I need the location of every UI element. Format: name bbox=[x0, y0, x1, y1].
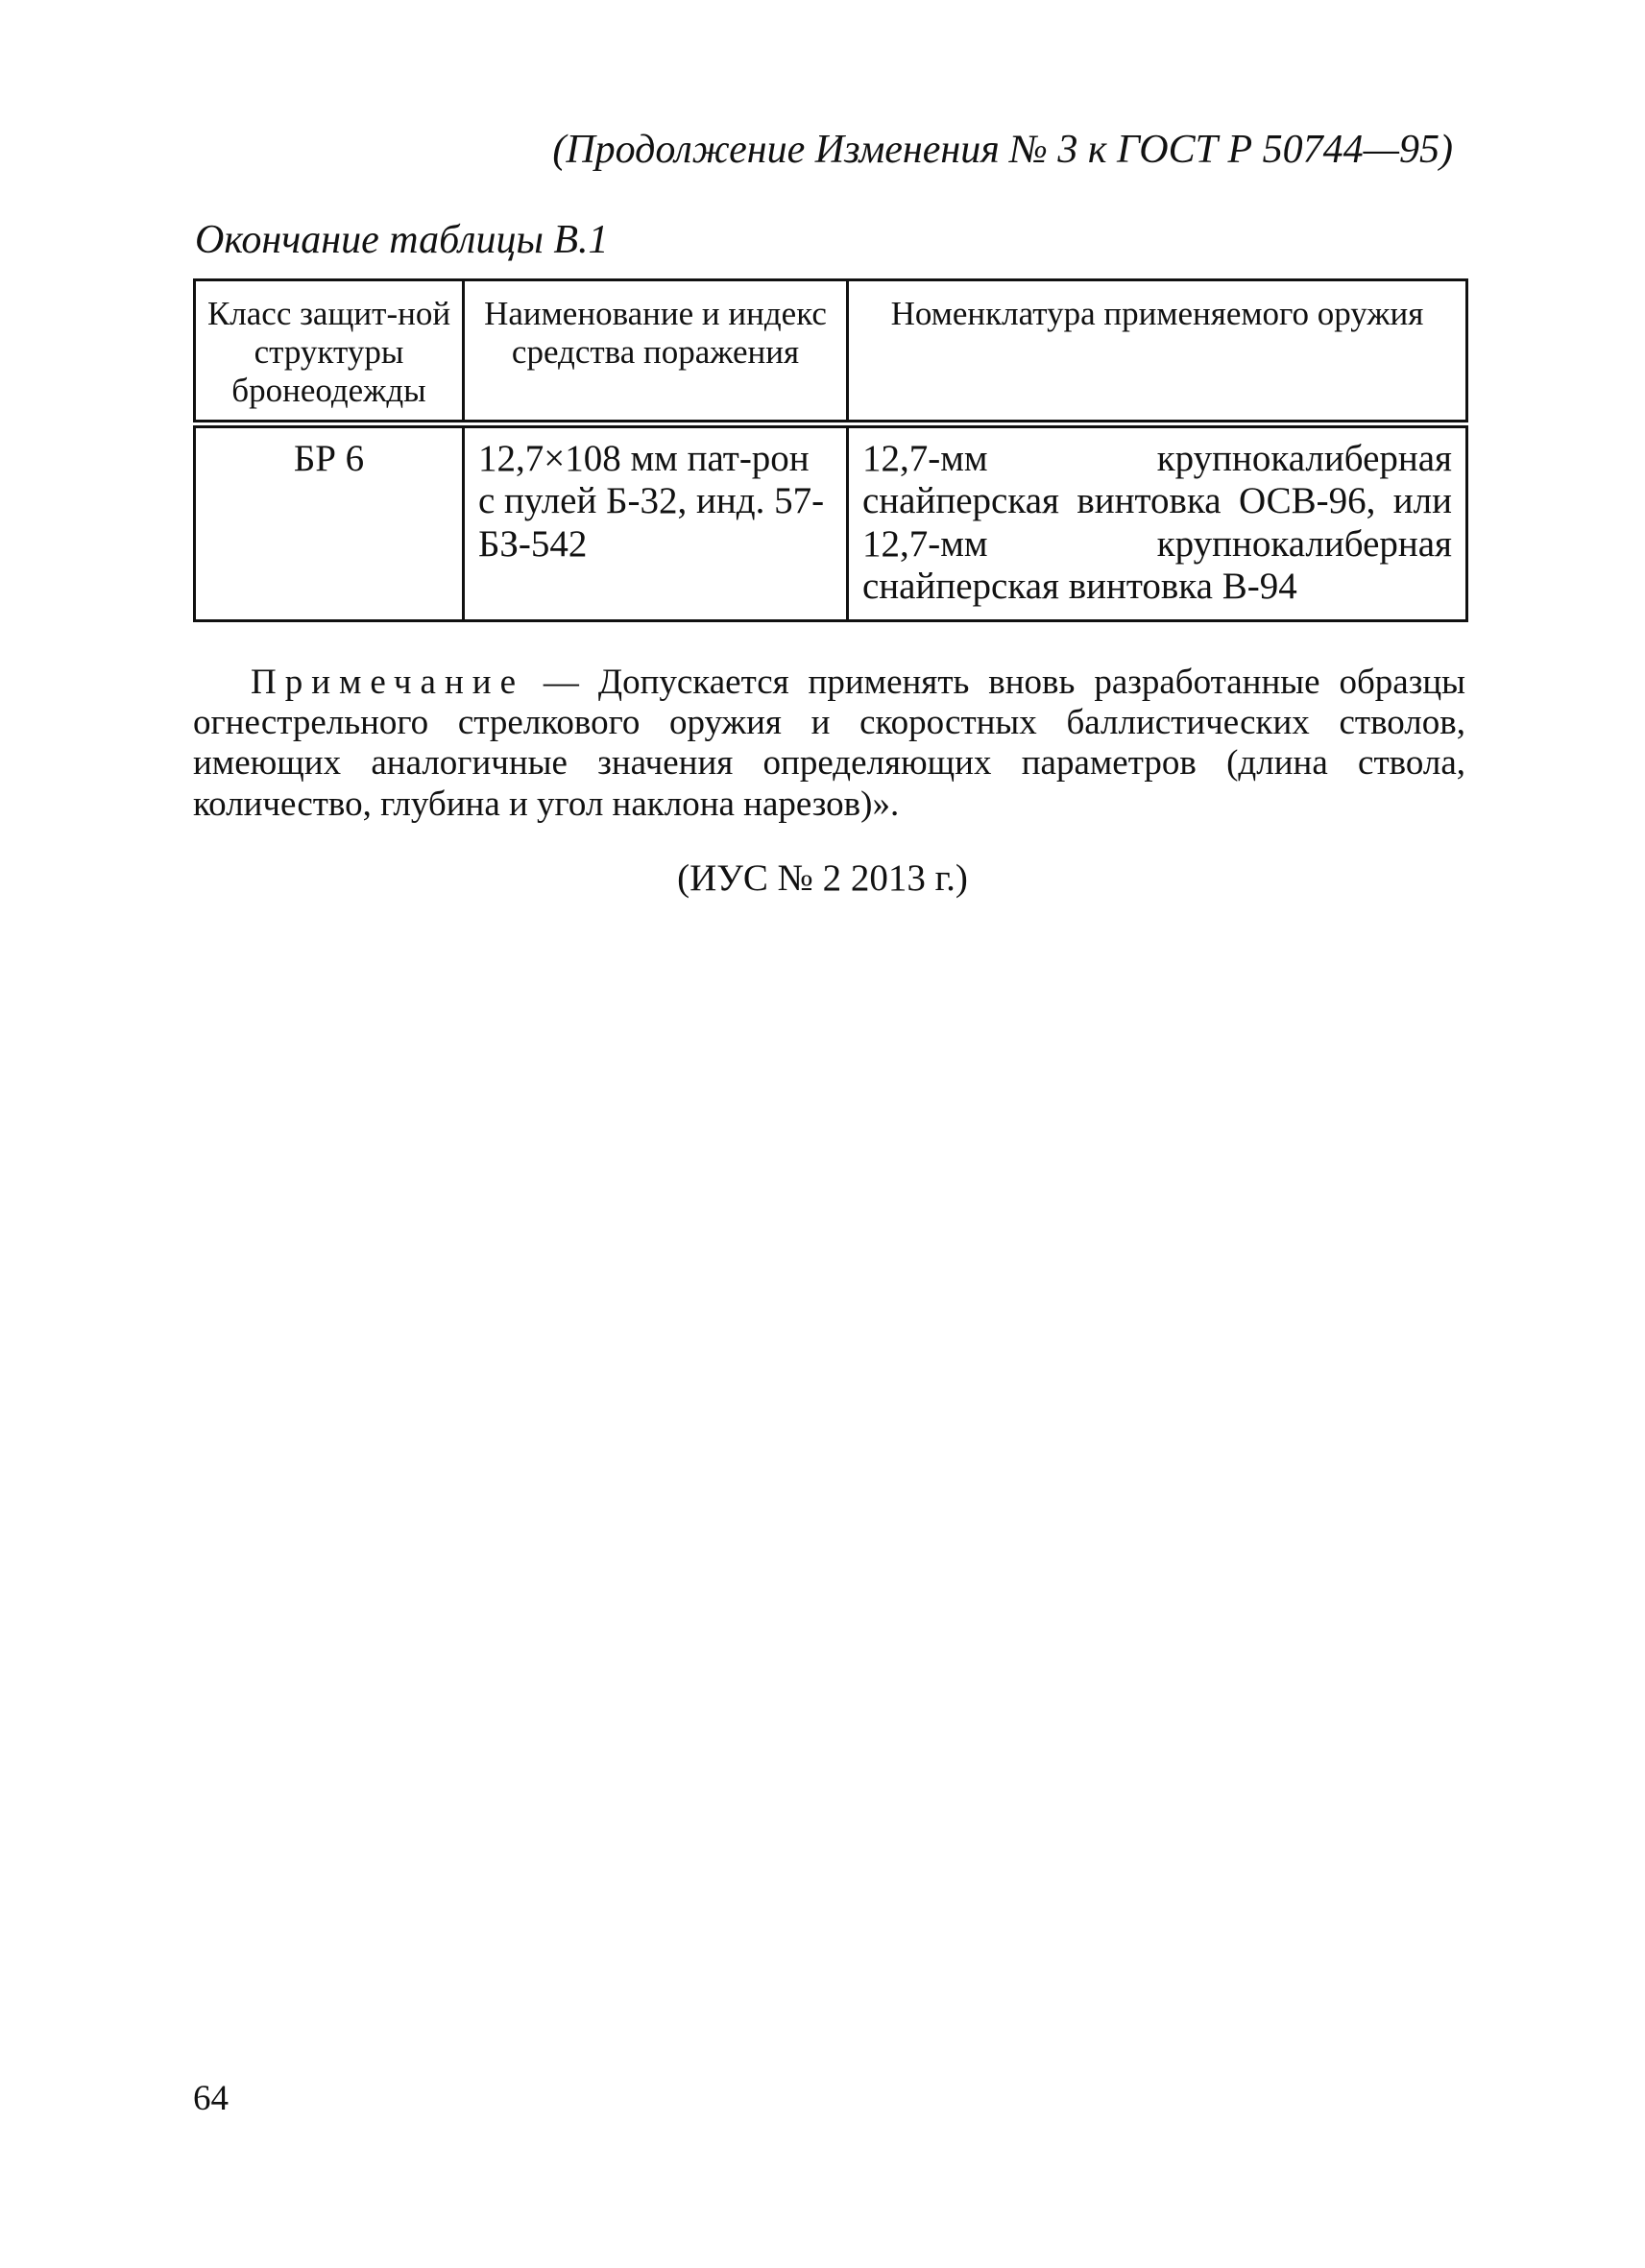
cell-damage-means: 12,7×108 мм пат-рон с пулей Б-32, инд. 57-БЗ-542 bbox=[464, 423, 848, 621]
column-header-class: Класс защит-ной структуры бронеодежды bbox=[195, 280, 464, 424]
cell-weapon-nomenclature: 12,7-мм крупнокалиберная снайперская винтовка ОСВ-96, или 12,7-мм крупнокалиберная снайперская винтовка В-94 bbox=[848, 423, 1467, 621]
column-header-means: Наименование и индекс средства поражения bbox=[464, 280, 848, 424]
continuation-header: (Продолжение Изменения № 3 к ГОСТ Р 50744—95) bbox=[552, 128, 1453, 172]
note-text: — Допускается применять вновь разработанные образцы огнестрельного стрелкового оружия и скоростных баллистических стволов, имеющих аналогичные значения определяющих параметров (длина ствола, количество, глубина и угол наклона нарезов)». bbox=[193, 663, 1465, 824]
page-number: 64 bbox=[193, 2079, 229, 2118]
cell-protection-class: БР 6 bbox=[195, 423, 464, 621]
table-caption: Окончание таблицы В.1 bbox=[195, 218, 609, 262]
column-header-weapons: Номенклатура применяемого оружия bbox=[848, 280, 1467, 424]
weapons-table bbox=[193, 278, 1468, 622]
table-header-row bbox=[195, 280, 1467, 424]
table-note bbox=[193, 663, 1465, 825]
table-row bbox=[195, 423, 1467, 621]
source-reference: (ИУС № 2 2013 г.) bbox=[677, 857, 968, 899]
note-label: Примечание bbox=[251, 663, 524, 702]
